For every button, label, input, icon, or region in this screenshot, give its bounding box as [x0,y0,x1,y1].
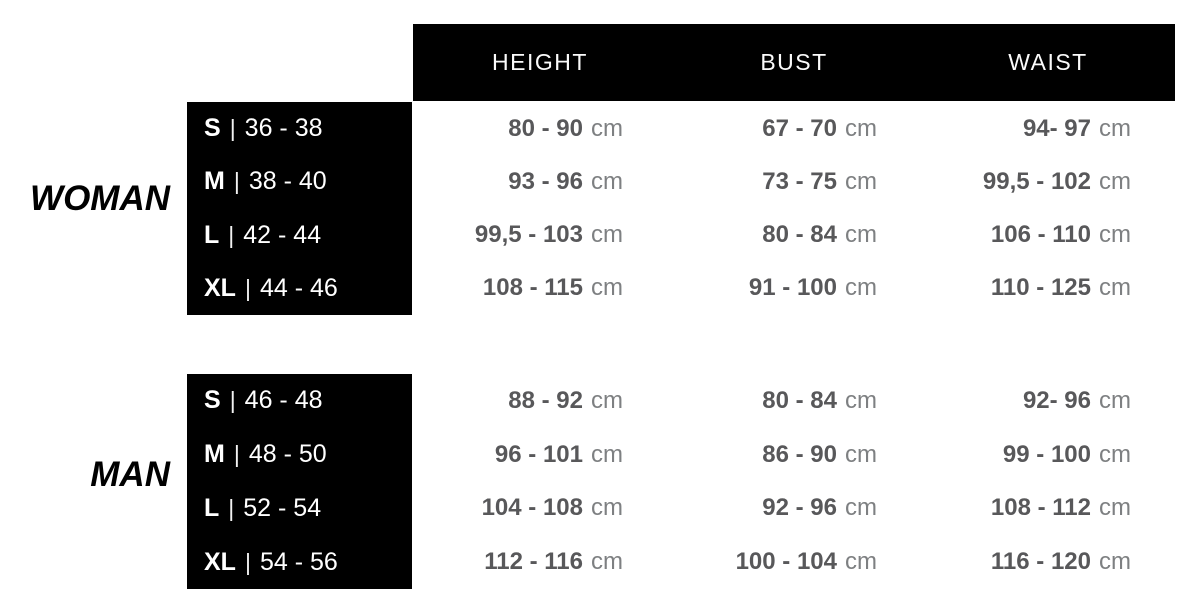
woman-m-bust [667,155,921,208]
size-separator: | [229,387,236,414]
size-letter: XL [204,547,236,576]
unit-label: cm [1099,440,1131,468]
measurement-value: 92- 96 [1022,386,1091,414]
column-header-waist: WAIST [1008,49,1088,75]
unit-label: cm [845,440,877,468]
woman-xl-waist [921,262,1175,315]
size-row-man-xl [187,535,412,589]
measurement-value: 80 - 84 [762,386,837,414]
size-separator: | [228,221,235,248]
woman-m-height [413,155,667,208]
measurement-value: 80 - 90 [508,114,583,142]
unit-label: cm [1099,167,1131,195]
size-separator: | [233,168,240,195]
measurement-value: 88 - 92 [508,386,583,414]
man-xl-bust [667,535,921,589]
measurement-value: 73 - 75 [762,167,837,195]
woman-s-bust [667,102,921,155]
man-m-waist [921,428,1175,482]
size-separator: | [229,115,236,142]
woman-l-bust [667,209,921,262]
size-range: 48 - 50 [248,440,327,469]
woman-xl-height [413,262,667,315]
measurement-value: 99 - 100 [1002,440,1091,468]
unit-label: cm [591,221,623,249]
woman-l-waist [921,209,1175,262]
unit-label: cm [591,548,623,576]
measurement-value: 93 - 96 [508,167,583,195]
unit-label: cm [845,167,877,195]
unit-label: cm [591,386,623,414]
size-separator: | [233,441,240,468]
unit-label: cm [591,440,623,468]
measurement-value: 104 - 108 [481,494,583,522]
woman-l-height [413,209,667,262]
measurement-value: 86 - 90 [762,440,837,468]
table-header [413,24,1175,101]
woman-s-height [413,102,667,155]
size-row-woman-xl [187,262,412,315]
unit-label: cm [845,494,877,522]
size-letter: L [204,493,220,522]
man-s-height [413,374,667,428]
measurement-value: 110 - 125 [990,274,1091,302]
size-range: 38 - 40 [248,167,327,196]
man-m-height [413,428,667,482]
unit-label: cm [845,274,877,302]
man-xl-waist [921,535,1175,589]
unit-label: cm [1099,494,1131,522]
unit-label: cm [1099,221,1131,249]
man-size-box [187,374,412,589]
man-xl-height [413,535,667,589]
unit-label: cm [1099,386,1131,414]
size-range: 46 - 48 [244,386,323,415]
measurement-value: 100 - 104 [735,548,837,576]
section-label-man: MAN [90,455,170,494]
man-measurements [413,374,1175,589]
measurement-value: 108 - 112 [990,494,1091,522]
column-header-height: HEIGHT [492,49,588,75]
man-l-bust [667,482,921,536]
measurement-value: 92 - 96 [762,494,837,522]
unit-label: cm [1099,274,1131,302]
size-range: 42 - 44 [243,220,322,249]
unit-label: cm [1099,548,1131,576]
unit-label: cm [845,548,877,576]
measurement-value: 106 - 110 [990,221,1091,249]
size-row-woman-l [187,209,412,262]
unit-label: cm [1099,114,1131,142]
measurement-value: 91 - 100 [748,274,837,302]
size-range: 52 - 54 [243,493,322,522]
section-label-woman: WOMAN [30,179,170,218]
man-m-bust [667,428,921,482]
woman-xl-bust [667,262,921,315]
measurement-value: 116 - 120 [990,548,1091,576]
unit-label: cm [845,386,877,414]
column-header-bust: BUST [760,49,828,75]
size-letter: S [204,386,221,415]
size-letter: S [204,114,221,143]
measurement-value: 67 - 70 [762,114,837,142]
unit-label: cm [591,494,623,522]
woman-s-waist [921,102,1175,155]
woman-measurements [413,102,1175,315]
size-row-man-s [187,374,412,428]
size-range: 54 - 56 [259,547,338,576]
size-range: 36 - 38 [244,114,323,143]
man-l-height [413,482,667,536]
size-row-man-l [187,482,412,536]
size-separator: | [244,548,251,575]
measurement-value: 96 - 101 [494,440,583,468]
man-s-bust [667,374,921,428]
measurement-value: 99,5 - 103 [474,221,583,249]
unit-label: cm [591,114,623,142]
unit-label: cm [591,274,623,302]
woman-m-waist [921,155,1175,208]
size-row-man-m [187,428,412,482]
size-row-woman-s [187,102,412,155]
size-range: 44 - 46 [259,273,338,302]
measurement-value: 80 - 84 [762,221,837,249]
measurement-value: 94- 97 [1022,114,1091,142]
size-letter: M [204,167,225,196]
unit-label: cm [845,221,877,249]
measurement-value: 99,5 - 102 [982,167,1091,195]
unit-label: cm [845,114,877,142]
measurement-value: 112 - 116 [484,548,583,576]
measurement-value: 108 - 115 [482,274,583,302]
size-separator: | [228,494,235,521]
unit-label: cm [591,167,623,195]
size-row-woman-m [187,155,412,208]
man-s-waist [921,374,1175,428]
woman-size-box [187,102,412,315]
size-separator: | [244,274,251,301]
size-letter: M [204,440,225,469]
size-letter: L [204,220,220,249]
man-l-waist [921,482,1175,536]
size-letter: XL [204,273,236,302]
